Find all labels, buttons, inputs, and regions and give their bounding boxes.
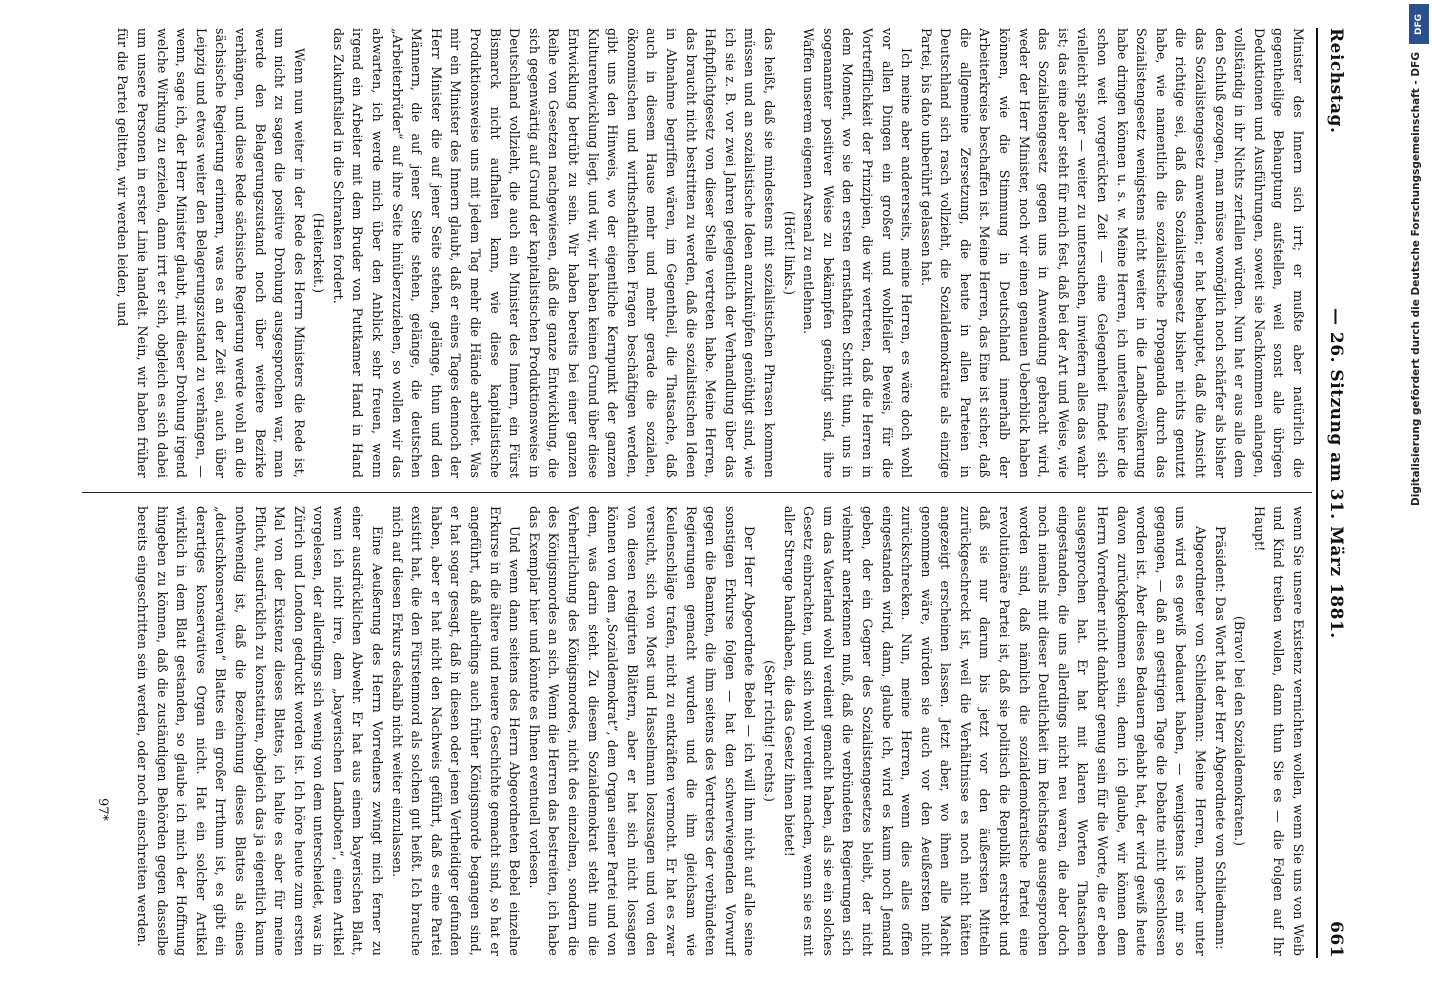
paragraph: Der Herr Abgeordnete Bebel — ich will ihm nicht auf alle seine sonstigen Erkurse folgen — hat den schwerwiegenden Vorwurf gegen die Beamten, die ihm seitens des Vertreters der verbündeten Regierungen gemacht wurden und die ihm gleichsam wie Keulenschläge trafen, nicht zu entkräften vermocht. Er hat es zwar versucht, sich von Most und Hasselmann loszusagen und von den von diesen redigirten Blättern, aber er hat sich nicht lossagen können von dem „Sozialdemokrat“, dem Organ seiner Partei und von dem, was darin steht. Zu diesem Sozialdemokrat steht nun die Verherrlichung des Königsmordes, nicht des einzelnen, sondern die des Königsmordes an sich. Wenn die Herren das bestreiten, ich habe das Exemplar hier und könnte es Ihnen eventuell vorlesen.	[526, 506, 758, 956]
paragraph: Abgeordneter von Schliedmann: Meine Herren, mancher unter uns wird es gewiß bedauert haben, — wenigstens ist es mir so gegangen, — daß an gestrigen Tage die Debatte nicht geschlossen worden ist. Aber dieses Bedauern gehabt hat, der wird gewiß heute davon zurückgekommen sein, denn ich glaube, wir können dem Herrn Vorredner nicht dankbar genug sein für die Worte, die er eben ausgesprochen hat. Er hat mit klaren Worten Thatsachen eingestanden, die uns allerdings nicht neu waren, die aber doch noch niemals mit dieser Deutlichkeit im Reichstage ausgesprochen worden sind, daß nämlich die sozialdemokratische Partei eine revolutionäre Partei ist, daß sie politisch die Republik erstrebt und daß sie nur darum bis jetzt vor den äußersten Mitteln zurückgeschreckt ist, weil die Verhältnisse es noch nicht hätten angezeigt erscheinen lassen. Jetzt aber, wo ihnen alle Macht genommen wäre, würden sie auch vor den Aeußersten nicht zurückschrecken. Nun, meine Herren, wenn dies alles offen eingestanden wird, dann, glaube ich, wird es kaum noch Jemand geben, der ein Gegner des Sozialistengesetzes bleibt, der nicht vielmehr anerkennen muß, daß die verbündeten Regierungen sich um das Vaterland wohl verdient gemacht haben, als sie ein solches Gesetz einbrachten, und sich wohl verdient machen, wenn sie es mit aller Strenge handhaben, die das Gesetz ihnen bietet!	[781, 506, 1209, 956]
paragraph: Und wenn dann seitens des Herrn Abgeordneten Bebel einzelne Erkurse in die ältere und neuere Geschichte gemacht sind, so hat er angeführt, daß allerdings auch früher Königsmorde begangen sind, er hat sogar gesagt, daß in diesen oder jenen Vertheidiger gefunden haben, aber er hat nicht den Nachweis geführt, daß es eine Partei existirt hat, die den Fürstenmord als solchen gut heißt. Ich brauche mich auf diesen Erkurs deshalb nicht weiter einzulassen.	[389, 506, 523, 956]
paragraph: wenn Sie unsere Existenz vernichten wollen, wenn Sie uns von Weib und Kind treiben wollen, dann thun Sie es — die Folgen auf Ihr Haupt!	[1251, 506, 1306, 956]
interjection: (Bravo! bei den Sozialdemokraten.)	[1232, 615, 1248, 847]
paragraph: das heißt, daß sie mindestens mit sozialistischen Phrasen kommen müssen und an sozialistische Ideen anzuknüpfen genöthigt sind, wie ich sie z. B. vor zwei Jahren gelegentlich der Verhandlung über das Haftpflichtgesetz von dieser Stelle vertreten habe. Meine Herren, das braucht nicht bestritten zu werden, daß die sozialistischen Ideen in Abnahme begriffen wären, im Gegentheil, die Thatsache, daß auch in diesem Hause mehr und mehr gerade die sozialen, ökonomischen und wirthschaftlichen Fragen beschäftigen werden, gibt uns den Hinweis, wo der eigentliche Kernpunkt der ganzen Kulturentwicklung liegt, und wir, wir haben keinen Grund über diese Entwicklung betrübt zu sein. Wir haben bereits bei einer ganzen Reihe von Gesetzen nachgewiesen, daß die ganze Entwicklung, die sich gegenwärtig auf Grund der kapitalistischen Produktionsweise in Deutschland vollzieht, die auch ein Minister des Innern, ein Fürst Bismarck nicht aufhalten kann, wie diese kapitalistische Produktionsweise uns mit jedem Tag mehr die Hände arbeitet. Was mir ein Minister des Innern glaubt, daß er eines Tages dennoch der Herr Minister die auf jener Seite stehen, gelänge, thun und den Männern, die auf jener Seite stehen, gelänge, die deutschen „Arbeiterbrüder“ auf ihre Seite hinüberzuziehen, so wollen wir das abwarten, ich werde mich über den Anblick sehr freuen, wenn irgend ein Arbeiter mit dem Bruder von Puttkamer Hand in Hand das Zukunftslied in die Schranken fordert.	[330, 28, 777, 478]
funding-note: Digitalisierung gefördert durch die Deutsche Forschungsgemeinschaft - DFG	[1410, 52, 1422, 506]
interjection: (Hört! links.)	[781, 210, 797, 296]
left-column	[88, 28, 1308, 478]
header-left: Reichstag.	[1326, 28, 1346, 134]
column-divider	[82, 492, 1312, 493]
paragraph: Eine Aeußerung des Herrn Vorredners zwingt mich ferner zu einer ausdrücklichen Abwehr. Er hat aus einem bayerischen Blatt, wenn ich nicht irre, dem „bayerischen Landboten“, einen Artikel vorgelesen, der allerdings sich wenig von dem unterscheidet, was in Zürich und London gedruckt worden ist. Ich höre heute zum ersten Mal von der Existenz dieses Blattes, ich halte es aber für meine Pflicht, ausdrücklich zu konstatiren, obgleich das ja eigentlich kaum nothwendig ist, daß die Bezeichnung dieses Blattes als eines „deutschkonservativen“ Blattes ein großer Irrthum ist, es gibt ein derartiges konservatives Organ nicht. Hat ein solcher Artikel wirklich in dem Blatt gestanden, so glaube ich mich der Hoffnung hingeben zu können, daß die zuständigen Behörden gegen dasselbe bereits eingeschritten sein werden, oder noch einschreiten werden.	[134, 506, 386, 956]
header-session: — 26. Sitzung am 31. März 1881.	[1326, 308, 1346, 639]
header-rule	[1316, 28, 1318, 958]
page-header	[1322, 28, 1352, 958]
paragraph: Ich meine aber andererseits, meine Herren, es wäre doch wohl vor allen Dingen ein großer und wohlfeiler Beweis, für die Vortrefflichkeit der Prinzipien, die wir vertreten, daß die Herren in dem Moment, wo sie den ersten ernsthaften Schritt thun, uns in sogenannter positiver Weise zu bekämpfen genöthigt sind, ihre Waffen unserem eigenen Arsenal zu entlehnen.	[801, 28, 915, 478]
interjection: (Heiterkeit.)	[311, 212, 327, 294]
interjection: (Sehr richtig! rechts.)	[761, 660, 777, 802]
paragraph: Minister des Innern sich irrt; er mußte aber natürlich die gegentheilige Behauptung aufstellen, weil sonst alle übrigen Deduktionen und Ausführungen, soweit sie Nachkommen anlangen, vollständig in ihr Nichts zerfallen würden. Nun hat er aus alle dem den Schluß gezogen, man müsse womöglich noch schärfer als bisher das Sozialistengesetz anwenden; er hat behauptet, daß die Ansicht die richtige sei, daß das Sozialistengesetz bisher nichts genutzt habe, wie namentlich die sozialistische Propaganda durch das Sozialistengesetz wenigstens nicht weiter in die Landbevölkerung habe dringen können u. s. w. Meine Herren, ich unterlasse hier die schon weit vorgerückten Zeit — eine Gelegenheit findet sich vielleicht später — weiter zu untersuchen, inwiefern alles das wahr ist; das eine aber steht für mich fest, daß bei der Art und Weise, wie das Sozialistengesetz gegen uns in Anwendung gebracht wird, weder der Herr Minister, noch wir einen genauen Ueberblick haben können, wie die Stimmung in Deutschland innerhalb der Arbeiterkreise beschaffen ist. Meine Herren, das Eine ist sicher, daß die allgemeine Zersetzung, die heute in allen Parteien in Deutschland sich rasch vollzieht, die Sozialdemokratie als einzige Partei, bis dato unberührt gelassen hat.	[918, 28, 1306, 478]
president-statement: Präsident: Das Wort hat der Herr Abgeordnete von Schliedmann:	[1212, 526, 1228, 950]
paragraph: Wenn nun weiter in der Rede des Herrn Ministers die Rede ist, um nicht zu sagen die positive Drohung ausgesprochen war, man werde den Belagerungszustand noch über weitere Bezirke verhängen, und diese Rede sächsische Regierung werde wohl an die sächsische Regierung erinnern, was es an der Zeit sei, auch über Leipzig und etwas weiter den Belagerungszustand zu verhängen, — wenn, sage ich, der Herr Minister glaubt, mit dieser Drohung irgend welche Wirkung zu erzielen, dann irrt er sich, obgleich es sich dabei um unsere Personen in erster Linie handelt. Nein, wir haben früher für die Partei gelitten, wir werden leiden, und	[115, 28, 307, 478]
signature-mark: 97*	[95, 798, 110, 822]
page-body	[82, 28, 1352, 958]
right-column	[88, 506, 1308, 956]
dfg-logo-icon: DFG	[1409, 4, 1429, 44]
page-number: 661	[1326, 921, 1346, 958]
digitization-sidebar	[1405, 0, 1432, 1000]
